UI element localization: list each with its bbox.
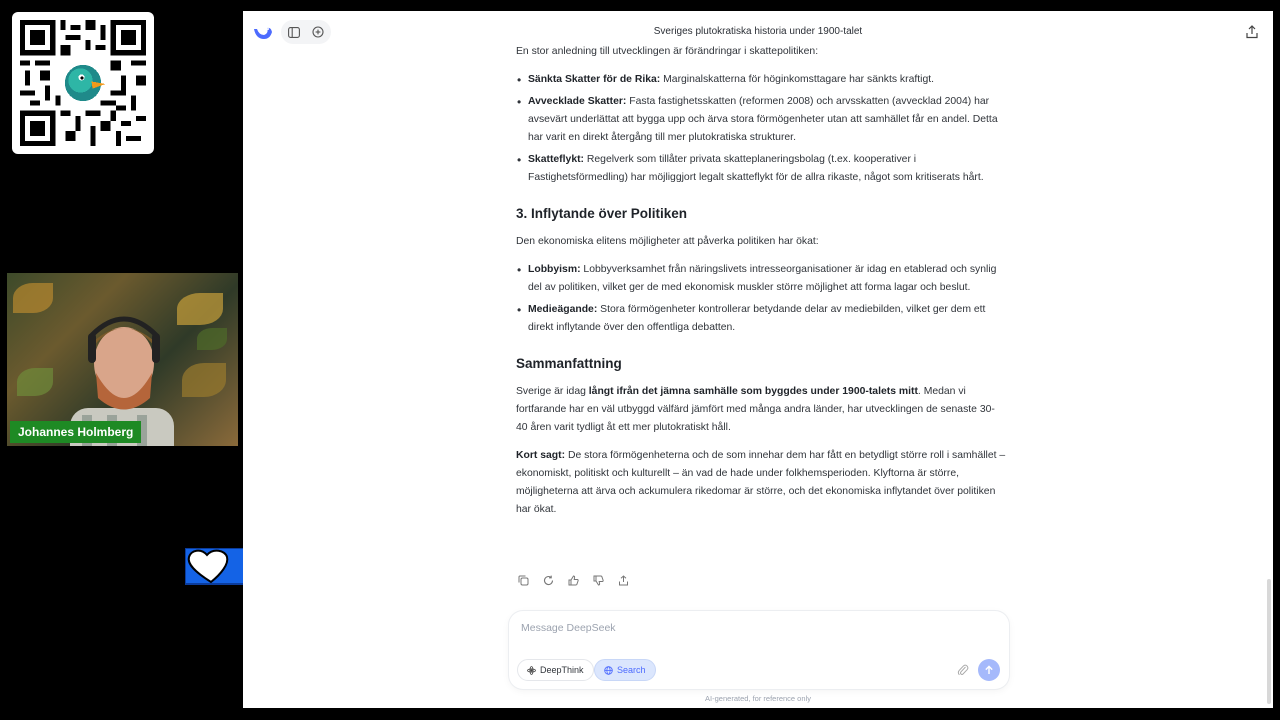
deepseek-chat-window [243, 11, 1273, 708]
summary-emphasis: långt ifrån det jämna samhälle som byggdes under 1900-talets mitt [588, 386, 918, 397]
list-item [516, 93, 1006, 147]
assistant-message [516, 43, 1006, 529]
politics-list [516, 261, 1006, 337]
list-item [516, 301, 1006, 337]
wallpaper-leaf [197, 328, 227, 350]
list-item-term: Sänkta Skatter för de Rika: [528, 74, 661, 85]
copy-icon[interactable] [516, 573, 530, 587]
regenerate-icon[interactable] [541, 573, 555, 587]
share-message-icon[interactable] [616, 573, 630, 587]
search-label: Search [617, 665, 646, 675]
deepthink-icon [527, 666, 536, 675]
list-item-term: Lobbyism: [528, 264, 581, 275]
list-item-term: Skatteflykt: [528, 154, 585, 165]
wallpaper-leaf [13, 283, 53, 313]
wallpaper-leaf [17, 368, 53, 396]
tax-list [516, 71, 1006, 187]
thumbs-down-icon[interactable] [591, 573, 605, 587]
list-item-text: Lobbyverksamhet från näringslivets intresseorganisationer är idag en etablerad och synlig del av politiken, vilket ger de med ekonomisk muskler större möjlighet att forma lagar och beslut. [528, 264, 997, 293]
list-item-text: Marginalskatterna för höginkomsttagare har sänkts kraftigt. [660, 74, 934, 85]
list-item-term: Medieägande: [528, 304, 598, 315]
share-icon[interactable] [1245, 25, 1259, 39]
send-button[interactable] [978, 659, 1000, 681]
wallpaper-leaf [182, 363, 226, 397]
thumbs-up-icon[interactable] [566, 573, 580, 587]
conclusion-text: De stora förmögenheterna och de som innehar dem har fått en betydligt större roll i samhället – ekonomiskt, politiskt och kulturellt – än vad de hade under folkhemsperioden. Klyftorna är större, möjligheterna att ärva och ackumulera rikedomar är större, och det ekonomiska inflytandet över politiken har ökat. [516, 450, 1006, 515]
scrollbar[interactable] [1267, 579, 1271, 704]
deepthink-toggle[interactable] [517, 659, 594, 681]
list-item-text: Fasta fastighetsskatten (reformen 2008) och arvsskatten (avvecklad 2004) har avsevärt underlättat att bygga upp och ärva stora förmögenheter utan att samhället får en andel. Detta har varit en direkt återgång till mer plutokratiska strukturer. [528, 96, 998, 143]
list-item-term: Avvecklade Skatter: [528, 96, 627, 107]
deepthink-label: DeepThink [540, 665, 584, 675]
wallpaper-leaf [177, 293, 223, 325]
list-item-text: Stora förmögenheter kontrollerar betydande delar av mediebilden, vilket ger dem ett direkt inflytande över den offentliga debatten. [528, 304, 986, 333]
paragraph-tax-intro: En stor anledning till utvecklingen är förändringar i skattepolitiken: [516, 46, 819, 57]
list-item-text: Regelverk som tillåter privata skatteplaneringsbolag (t.ex. kooperativer i Fastighetsförmedling) har möjliggjort legalt skatteflykt för de allra rikaste, något som kritiserats hårt. [528, 154, 984, 183]
section-heading-summary: Sammanfattning [516, 356, 622, 371]
search-toggle[interactable] [594, 659, 656, 681]
summary-text: Sverige är idag [516, 386, 589, 397]
list-item [516, 261, 1006, 297]
qr-code-icon [20, 20, 146, 146]
message-actions [516, 573, 630, 587]
conversation-title: Sveriges plutokratiska historia under 1900-talet [653, 26, 863, 37]
attachment-icon[interactable] [957, 663, 969, 677]
qr-code [12, 12, 154, 154]
list-item [516, 71, 1006, 89]
paragraph-politics-intro: Den ekonomiska elitens möjligheter att påverka politiken har ökat: [516, 236, 819, 247]
conclusion-label: Kort sagt: [516, 450, 566, 461]
list-item [516, 151, 1006, 187]
paragraph-conclusion [516, 447, 1006, 519]
ai-disclaimer: AI-generated, for reference only [705, 694, 811, 703]
globe-icon [604, 666, 613, 675]
section-heading-politics: 3. Inflytande över Politiken [516, 206, 688, 221]
message-composer[interactable] [509, 611, 1009, 689]
streamer-name-tag: Johannes Holmberg [10, 421, 141, 443]
message-input[interactable]: Message DeepSeek [521, 622, 616, 634]
summary-text: . Medan vi fortfarande har en väl utbyggd välfärd jämfört med många andra länder, har utvecklingen de senaste 30-40 åren varit tydligt åt ett mer plutokratiskt håll. [516, 386, 995, 433]
arrow-up-icon [984, 665, 994, 675]
paragraph-summary [516, 383, 1006, 437]
